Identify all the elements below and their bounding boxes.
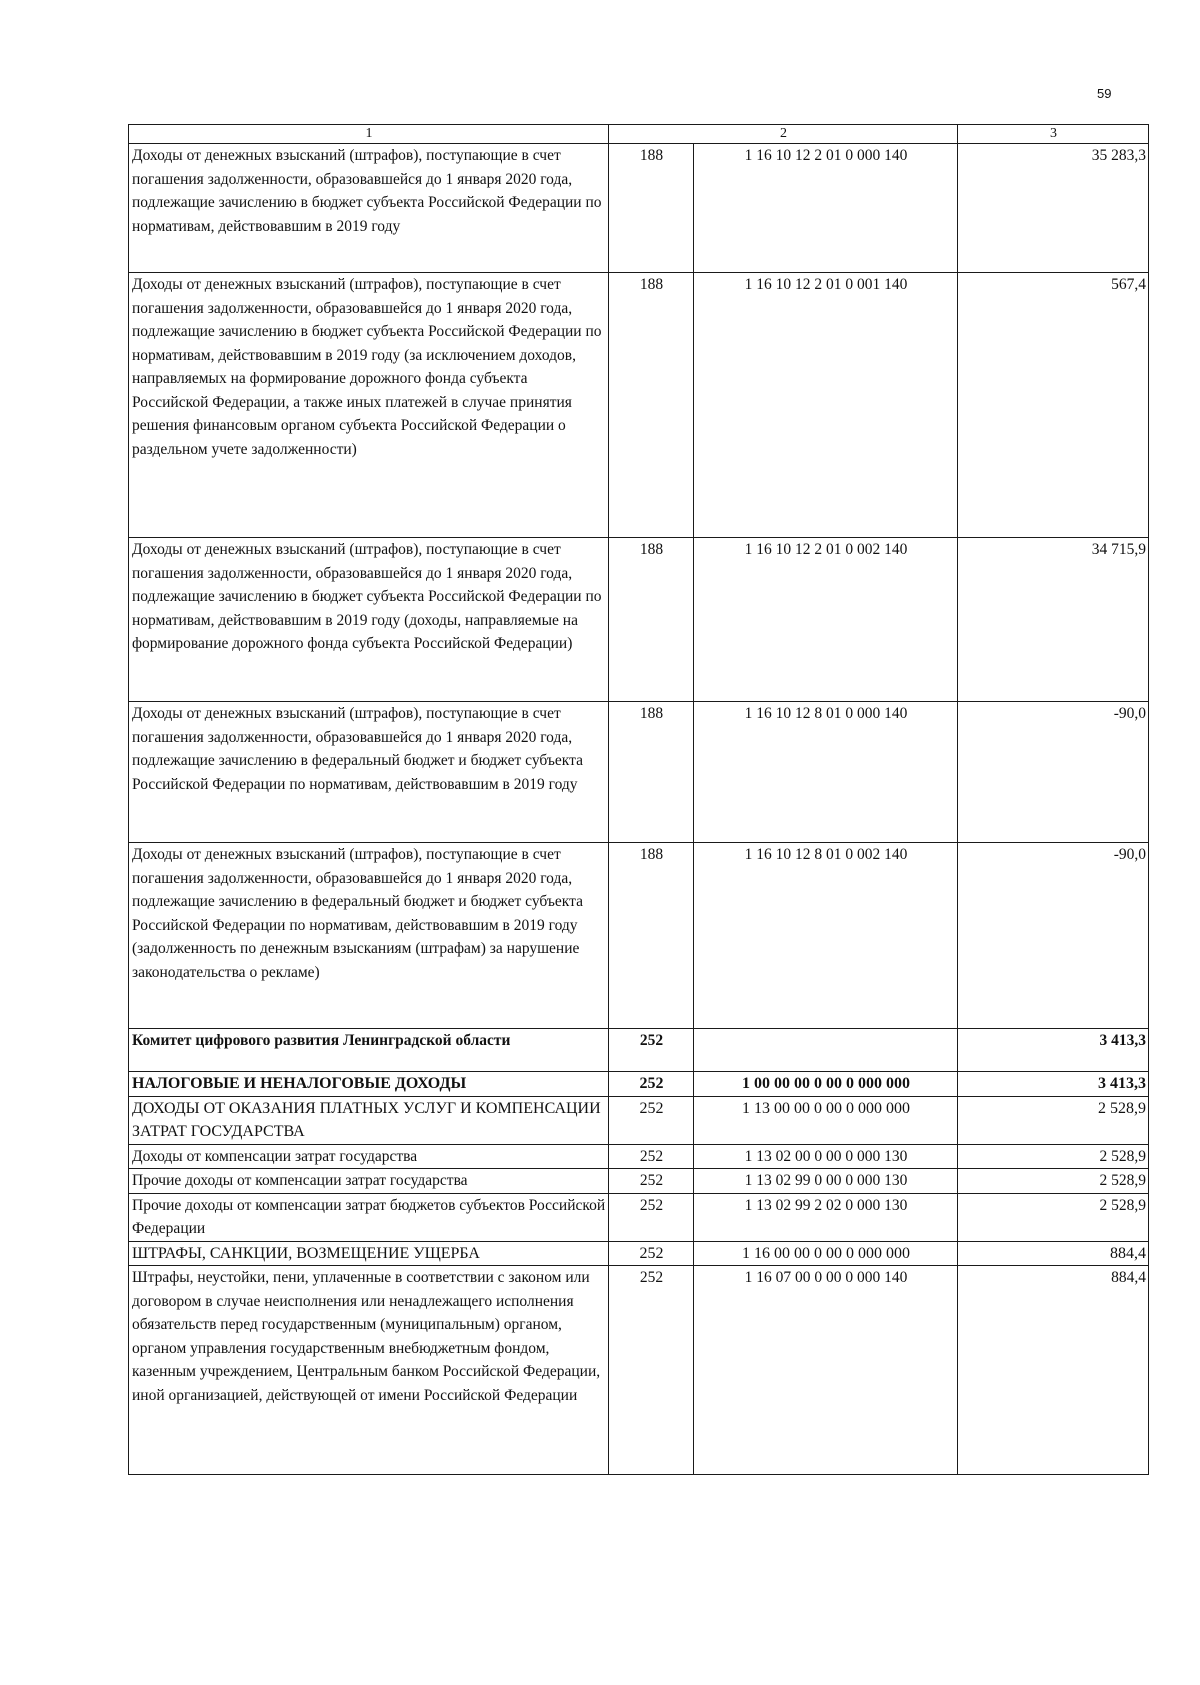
header-cell: 3 (958, 125, 1149, 144)
revenue-name-cell: Прочие доходы от компенсации затрат государства (129, 1169, 609, 1194)
budget-code-cell (694, 1029, 958, 1072)
revenue-name-cell: ДОХОДЫ ОТ ОКАЗАНИЯ ПЛАТНЫХ УСЛУГ И КОМПЕНСАЦИИ ЗАТРАТ ГОСУДАРСТВА (129, 1096, 609, 1144)
budget-code-cell: 1 16 00 00 0 00 0 000 000 (694, 1241, 958, 1266)
budget-code-cell: 1 13 00 00 0 00 0 000 000 (694, 1096, 958, 1144)
admin-code-cell: 252 (609, 1029, 694, 1072)
amount-cell: -90,0 (958, 843, 1149, 1029)
revenue-name-cell: Доходы от денежных взысканий (штрафов), поступающие в счет погашения задолженности, образовавшейся до 1 января 2020 года, подлежащие зачислению в бюджет субъекта Российской Федерации по нормативам, действовавшим в 2019 году (за исключением доходов, направляемых на формирование дорожного фонда субъекта Российской Федерации, а также иных платежей в случае принятия решения финансовым органом субъекта Российской Федерации о раздельном учете задолженности) (129, 273, 609, 538)
admin-code-cell: 252 (609, 1193, 694, 1241)
table-row (129, 1241, 1149, 1266)
admin-code-cell: 188 (609, 144, 694, 273)
revenue-table (128, 124, 1149, 1475)
table-row (129, 1193, 1149, 1241)
amount-cell: 2 528,9 (958, 1193, 1149, 1241)
table-row (129, 273, 1149, 538)
amount-cell: 3 413,3 (958, 1072, 1149, 1097)
admin-code-cell: 188 (609, 538, 694, 702)
table-row (129, 538, 1149, 702)
admin-code-cell: 252 (609, 1096, 694, 1144)
budget-code-cell: 1 13 02 99 0 00 0 000 130 (694, 1169, 958, 1194)
table-row (129, 702, 1149, 843)
admin-code-cell: 252 (609, 1169, 694, 1194)
budget-code-cell: 1 16 07 00 0 00 0 000 140 (694, 1266, 958, 1475)
amount-cell: 567,4 (958, 273, 1149, 538)
budget-code-cell: 1 16 10 12 2 01 0 001 140 (694, 273, 958, 538)
revenue-name-cell: Доходы от денежных взысканий (штрафов), поступающие в счет погашения задолженности, образовавшейся до 1 января 2020 года, подлежащие зачислению в бюджет субъекта Российской Федерации по нормативам, действовавшим в 2019 году (129, 144, 609, 273)
header-cell: 1 (129, 125, 609, 144)
table-header-row (129, 125, 1149, 144)
amount-cell: 3 413,3 (958, 1029, 1149, 1072)
amount-cell: 884,4 (958, 1241, 1149, 1266)
revenue-name-cell: Доходы от денежных взысканий (штрафов), поступающие в счет погашения задолженности, образовавшейся до 1 января 2020 года, подлежащие зачислению в федеральный бюджет и бюджет субъекта Российской Федерации по нормативам, действовавшим в 2019 году (129, 702, 609, 843)
amount-cell: 2 528,9 (958, 1144, 1149, 1169)
admin-code-cell: 188 (609, 273, 694, 538)
budget-code-cell: 1 16 10 12 8 01 0 002 140 (694, 843, 958, 1029)
revenue-name-cell: НАЛОГОВЫЕ И НЕНАЛОГОВЫЕ ДОХОДЫ (129, 1072, 609, 1097)
admin-code-cell: 188 (609, 843, 694, 1029)
admin-code-cell: 252 (609, 1241, 694, 1266)
amount-cell: 2 528,9 (958, 1096, 1149, 1144)
page-number: 59 (1097, 86, 1112, 101)
revenue-name-cell: Доходы от денежных взысканий (штрафов), поступающие в счет погашения задолженности, образовавшейся до 1 января 2020 года, подлежащие зачислению в федеральный бюджет и бюджет субъекта Российской Федерации по нормативам, действовавшим в 2019 году (задолженность по денежным взысканиям (штрафам) за нарушение законодательства о рекламе) (129, 843, 609, 1029)
revenue-name-cell: Прочие доходы от компенсации затрат бюджетов субъектов Российской Федерации (129, 1193, 609, 1241)
budget-code-cell: 1 13 02 00 0 00 0 000 130 (694, 1144, 958, 1169)
table-row (129, 1169, 1149, 1194)
budget-code-cell: 1 16 10 12 2 01 0 002 140 (694, 538, 958, 702)
budget-code-cell: 1 16 10 12 2 01 0 000 140 (694, 144, 958, 273)
budget-code-cell: 1 16 10 12 8 01 0 000 140 (694, 702, 958, 843)
budget-code-cell: 1 13 02 99 2 02 0 000 130 (694, 1193, 958, 1241)
amount-cell: 35 283,3 (958, 144, 1149, 273)
revenue-name-cell: Доходы от денежных взысканий (штрафов), поступающие в счет погашения задолженности, образовавшейся до 1 января 2020 года, подлежащие зачислению в бюджет субъекта Российской Федерации по нормативам, действовавшим в 2019 году (доходы, направляемые на формирование дорожного фонда субъекта Российской Федерации) (129, 538, 609, 702)
amount-cell: 34 715,9 (958, 538, 1149, 702)
table-row (129, 1266, 1149, 1475)
admin-code-cell: 252 (609, 1266, 694, 1475)
revenue-name-cell: ШТРАФЫ, САНКЦИИ, ВОЗМЕЩЕНИЕ УЩЕРБА (129, 1241, 609, 1266)
budget-code-cell: 1 00 00 00 0 00 0 000 000 (694, 1072, 958, 1097)
table-row (129, 1029, 1149, 1072)
table-row (129, 1096, 1149, 1144)
table-row (129, 1072, 1149, 1097)
table-row (129, 1144, 1149, 1169)
admin-code-cell: 188 (609, 702, 694, 843)
admin-code-cell: 252 (609, 1072, 694, 1097)
amount-cell: 884,4 (958, 1266, 1149, 1475)
revenue-name-cell: Штрафы, неустойки, пени, уплаченные в соответствии с законом или договором в случае неисполнения или ненадлежащего исполнения обязательств перед государственным (муниципальным) органом, органом управления государственным внебюджетным фондом, казенным учреждением, Центральным банком Российской Федерации, иной организацией, действующей от имени Российской Федерации (129, 1266, 609, 1475)
revenue-name-cell: Комитет цифрового развития Ленинградской области (129, 1029, 609, 1072)
table-row (129, 144, 1149, 273)
amount-cell: -90,0 (958, 702, 1149, 843)
amount-cell: 2 528,9 (958, 1169, 1149, 1194)
revenue-name-cell: Доходы от компенсации затрат государства (129, 1144, 609, 1169)
table-row (129, 843, 1149, 1029)
header-cell: 2 (609, 125, 958, 144)
admin-code-cell: 252 (609, 1144, 694, 1169)
